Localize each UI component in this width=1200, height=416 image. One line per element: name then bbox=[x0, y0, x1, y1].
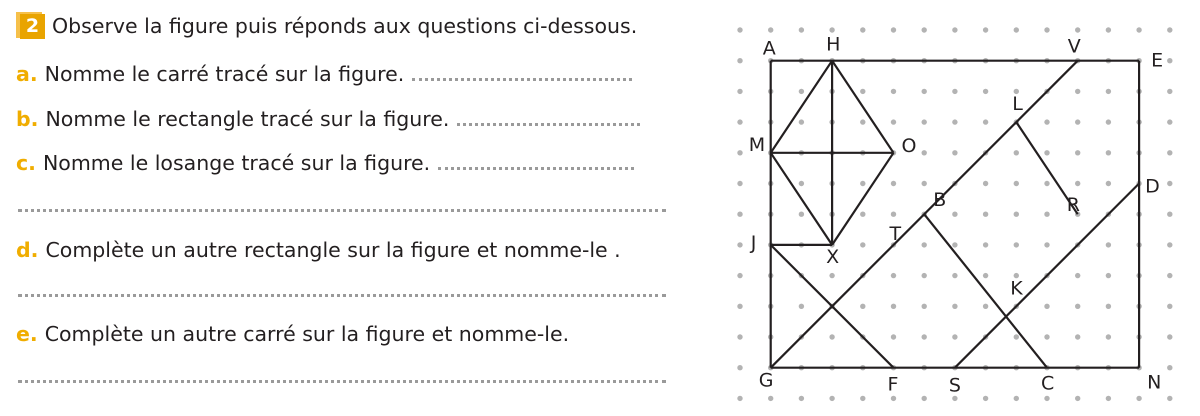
grid-dot bbox=[1106, 304, 1111, 309]
question-text: Complète un autre carré sur la figure et nomme-le. bbox=[44, 322, 570, 346]
grid-dot bbox=[922, 89, 927, 94]
point-label-A: A bbox=[762, 37, 776, 60]
grid-dot bbox=[952, 119, 957, 124]
exercise-instruction: Observe la figure puis réponds aux questions ci-dessous. bbox=[52, 13, 638, 38]
grid-dot bbox=[922, 181, 927, 186]
grid-dot bbox=[1014, 181, 1019, 186]
grid-dot bbox=[983, 212, 988, 217]
grid-dot bbox=[1014, 396, 1019, 401]
grid-dot bbox=[952, 89, 957, 94]
point-label-G: G bbox=[758, 369, 774, 392]
point-label-S: S bbox=[948, 374, 961, 397]
grid-dot bbox=[922, 27, 927, 32]
grid-dot bbox=[737, 119, 742, 124]
grid-dot bbox=[1075, 119, 1080, 124]
grid-dot bbox=[737, 27, 742, 32]
grid-dot bbox=[829, 334, 834, 339]
grid-dot bbox=[799, 27, 804, 32]
grid-dot bbox=[983, 273, 988, 278]
question-letter: a. bbox=[16, 62, 38, 86]
grid-dot bbox=[1136, 396, 1141, 401]
grid-dot bbox=[829, 273, 834, 278]
grid-dot bbox=[1136, 27, 1141, 32]
grid-dot bbox=[1044, 27, 1049, 32]
question-text: Complète un autre rectangle sur la figure et nomme-le . bbox=[45, 238, 621, 262]
grid-dot bbox=[860, 89, 865, 94]
question-letter: d. bbox=[16, 238, 39, 262]
grid-dot bbox=[891, 334, 896, 339]
grid-dot bbox=[891, 119, 896, 124]
grid-dot bbox=[922, 396, 927, 401]
grid-dot bbox=[1044, 242, 1049, 247]
grid-dot bbox=[799, 396, 804, 401]
point-label-V: V bbox=[1067, 35, 1081, 58]
grid-dot bbox=[1044, 212, 1049, 217]
grid-dot bbox=[1167, 181, 1172, 186]
grid-dot bbox=[737, 334, 742, 339]
grid-dot bbox=[1167, 58, 1172, 63]
grid-dot bbox=[1044, 119, 1049, 124]
grid-dot bbox=[1167, 212, 1172, 217]
grid-dot bbox=[1014, 150, 1019, 155]
point-label-F: F bbox=[887, 373, 899, 396]
grid-dot bbox=[922, 150, 927, 155]
grid-dot bbox=[1106, 242, 1111, 247]
grid-dot bbox=[737, 242, 742, 247]
grid-dot bbox=[737, 181, 742, 186]
question-letter: b. bbox=[16, 107, 39, 131]
grid-dot bbox=[799, 181, 804, 186]
grid-dot bbox=[1167, 27, 1172, 32]
segment-MX bbox=[771, 153, 832, 245]
grid-dot bbox=[860, 27, 865, 32]
grid-dot bbox=[983, 304, 988, 309]
grid-dot bbox=[1106, 150, 1111, 155]
grid-dot bbox=[737, 365, 742, 370]
grid-dot bbox=[922, 242, 927, 247]
grid-dot bbox=[922, 273, 927, 278]
question-letter: c. bbox=[16, 151, 36, 175]
point-label-N: N bbox=[1147, 371, 1162, 394]
grid-dot bbox=[983, 242, 988, 247]
grid-dot bbox=[860, 242, 865, 247]
grid-dot bbox=[1014, 334, 1019, 339]
grid-dot bbox=[952, 334, 957, 339]
segment-BC bbox=[924, 214, 1047, 368]
grid-dot bbox=[952, 150, 957, 155]
grid-dot bbox=[1075, 89, 1080, 94]
grid-dot bbox=[799, 119, 804, 124]
grid-dot bbox=[952, 212, 957, 217]
grid-dot bbox=[891, 273, 896, 278]
grid-dot bbox=[799, 212, 804, 217]
point-label-J: J bbox=[750, 231, 757, 254]
grid-dot bbox=[1044, 334, 1049, 339]
segment-GV bbox=[771, 61, 1078, 368]
grid-dot bbox=[1167, 273, 1172, 278]
grid-dot bbox=[860, 212, 865, 217]
exercise-number: 2 bbox=[20, 14, 45, 39]
grid-dot bbox=[1167, 365, 1172, 370]
grid-dot bbox=[1106, 27, 1111, 32]
grid-dot bbox=[1106, 89, 1111, 94]
grid-dot bbox=[891, 212, 896, 217]
grid-dot bbox=[1044, 304, 1049, 309]
grid-dot bbox=[737, 150, 742, 155]
grid-dot bbox=[860, 304, 865, 309]
question-text: Nomme le losange tracé sur la figure. bbox=[42, 151, 431, 175]
grid-dot bbox=[1044, 150, 1049, 155]
question-text: Nomme le carré tracé sur la figure. bbox=[44, 62, 405, 86]
grid-dot bbox=[737, 212, 742, 217]
grid-dot bbox=[860, 181, 865, 186]
grid-dot bbox=[1014, 27, 1019, 32]
grid-dot bbox=[922, 334, 927, 339]
grid-dot bbox=[1075, 181, 1080, 186]
grid-dot bbox=[737, 396, 742, 401]
grid-dot bbox=[1075, 396, 1080, 401]
grid-dot bbox=[1106, 273, 1111, 278]
point-label-L: L bbox=[1012, 93, 1023, 116]
grid-dot bbox=[860, 119, 865, 124]
segment-HO bbox=[832, 61, 893, 153]
grid-dot bbox=[1044, 181, 1049, 186]
segment-OX bbox=[832, 153, 893, 245]
grid-dot bbox=[983, 396, 988, 401]
grid-dot bbox=[983, 119, 988, 124]
point-label-R: R bbox=[1066, 194, 1080, 217]
grid-dot bbox=[1014, 212, 1019, 217]
point-label-T: T bbox=[889, 222, 902, 245]
point-label-H: H bbox=[826, 33, 841, 56]
grid-dot bbox=[799, 89, 804, 94]
grid-dot bbox=[737, 304, 742, 309]
point-label-E: E bbox=[1151, 49, 1164, 72]
point-label-O: O bbox=[901, 134, 917, 157]
grid-dot bbox=[1014, 242, 1019, 247]
grid-dot bbox=[1106, 396, 1111, 401]
grid-dot bbox=[829, 27, 834, 32]
grid-dot bbox=[891, 396, 896, 401]
point-label-X: X bbox=[826, 245, 840, 268]
grid-dot bbox=[768, 396, 773, 401]
grid-dot bbox=[1106, 119, 1111, 124]
grid-dot bbox=[1167, 334, 1172, 339]
grid-dot bbox=[829, 396, 834, 401]
grid-dot bbox=[1075, 334, 1080, 339]
grid-dot bbox=[983, 27, 988, 32]
grid-dot bbox=[1075, 27, 1080, 32]
grid-dot bbox=[891, 89, 896, 94]
question-text: Nomme le rectangle tracé sur la figure. bbox=[45, 107, 450, 131]
grid-dot bbox=[1106, 334, 1111, 339]
grid-dot bbox=[891, 181, 896, 186]
point-label-B: B bbox=[933, 189, 947, 212]
grid-dot bbox=[799, 304, 804, 309]
grid-dot bbox=[1075, 304, 1080, 309]
grid-dot bbox=[1167, 89, 1172, 94]
grid-dot bbox=[922, 304, 927, 309]
grid-dot bbox=[1075, 150, 1080, 155]
point-label-C: C bbox=[1041, 372, 1055, 395]
grid-dot bbox=[1167, 150, 1172, 155]
grid-dot bbox=[860, 396, 865, 401]
grid-dot bbox=[737, 58, 742, 63]
grid-dot bbox=[983, 181, 988, 186]
grid-dot bbox=[1167, 242, 1172, 247]
grid-dot bbox=[983, 89, 988, 94]
grid-dot bbox=[952, 273, 957, 278]
grid-dot bbox=[1106, 181, 1111, 186]
segment-HM bbox=[771, 61, 832, 153]
grid-dot bbox=[952, 242, 957, 247]
grid-dot bbox=[891, 304, 896, 309]
grid-dot bbox=[737, 273, 742, 278]
segment-SD bbox=[955, 184, 1139, 368]
grid-dot bbox=[1044, 396, 1049, 401]
point-label-M: M bbox=[748, 133, 766, 156]
grid-dot bbox=[1167, 119, 1172, 124]
grid-dot bbox=[1075, 273, 1080, 278]
grid-dot bbox=[891, 27, 896, 32]
point-label-D: D bbox=[1145, 175, 1160, 198]
point-label-K: K bbox=[1010, 277, 1023, 300]
grid-dot bbox=[737, 89, 742, 94]
question-letter: e. bbox=[16, 322, 38, 346]
grid-dot bbox=[922, 119, 927, 124]
grid-dot bbox=[1167, 396, 1172, 401]
grid-dot bbox=[952, 304, 957, 309]
grid-dot bbox=[1167, 304, 1172, 309]
grid-dot bbox=[768, 27, 773, 32]
grid-dot bbox=[952, 27, 957, 32]
